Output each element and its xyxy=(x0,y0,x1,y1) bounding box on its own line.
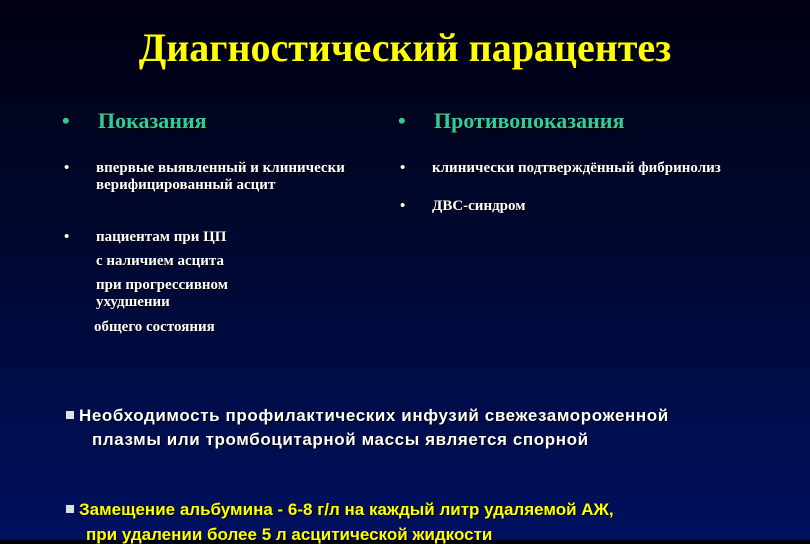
contraindication-item-text: ДВС-синдром xyxy=(432,198,526,214)
bullet-icon: • xyxy=(64,229,70,245)
slide-title: Диагностический парацентез xyxy=(138,25,672,70)
bullet-icon: • xyxy=(398,108,406,133)
indication-continuation: с наличием асцита xyxy=(96,253,224,269)
note-plasma xyxy=(66,406,766,449)
bullet-icon: • xyxy=(64,160,70,176)
bullet-icon: • xyxy=(400,198,406,214)
indications-heading xyxy=(62,108,382,134)
contraindications-column xyxy=(398,108,758,215)
indication-item xyxy=(62,160,382,194)
contraindications-heading-label: Противопоказания xyxy=(434,108,625,133)
contraindication-item xyxy=(398,198,758,215)
indication-item-text: пациентам при ЦП xyxy=(96,229,227,245)
indication-item-text: впервые выявленный и клинически верифицированный асцит xyxy=(96,160,345,193)
bullet-icon: • xyxy=(400,160,406,176)
bullet-icon: • xyxy=(62,108,70,133)
indication-continuation: общего состояния xyxy=(94,319,215,335)
note-plasma-line2: плазмы или тромбоцитарной массы является спорной xyxy=(92,430,589,449)
indications-heading-label: Показания xyxy=(98,108,207,133)
note-albumin-line2: при удалении более 5 л асцитической жидкости xyxy=(86,525,493,544)
square-bullet-icon xyxy=(66,505,74,513)
indications-column xyxy=(62,108,382,336)
indication-item xyxy=(62,229,382,246)
contraindication-item-text: клинически подтверждённый фибринолиз xyxy=(432,160,721,176)
contraindication-item xyxy=(398,160,758,177)
indication-continuation: при прогрессивном ухудшении xyxy=(96,277,228,310)
contraindications-heading xyxy=(398,108,758,134)
note-albumin-line1: Замещение альбумина - 6-8 г/л на каждый литр удаляемой АЖ, xyxy=(79,500,614,519)
note-albumin xyxy=(66,500,766,544)
note-plasma-line1: Необходимость профилактических инфузий свежезамороженной xyxy=(79,406,669,425)
square-bullet-icon xyxy=(66,411,74,419)
